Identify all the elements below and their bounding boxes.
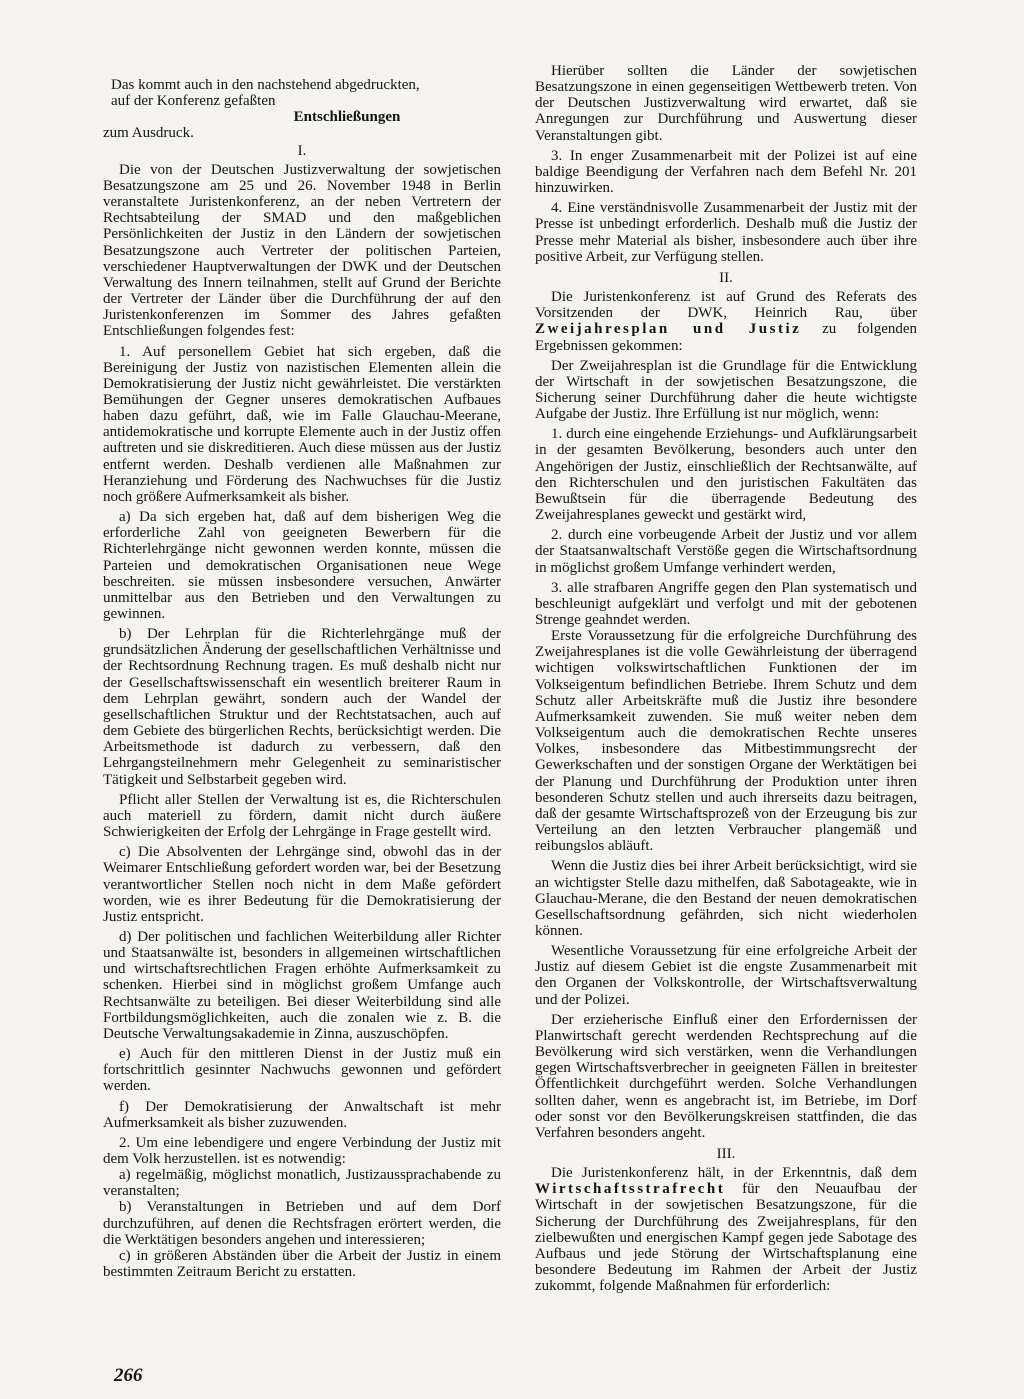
- paragraph: Hierüber sollten die Länder der sowjetischen Besatzungszone in einen gegenseitigen Wettbewerb treten. Von der Deutschen Justizverwaltung wird erwartet, daß sie Anregungen zur Durchführung und Auswertung dieser Veranstaltungen gibt.: [535, 63, 917, 144]
- paragraph-text: für den Neuaufbau der Wirtschaft in der sowjetischen Besatzungszone, für die Sicherung der Durchführung des Zweijahresplans, für den zielbewußten und energischen Kampf gegen jede Sabotage des Aufbaus und jede Störung der Wirtschaftsplanung eine besondere Bedeutung im Rahmen der Arbeit der Justiz zukommt, folgende Maßnahmen für erforderlich:: [535, 1181, 918, 1295]
- paragraph: Die von der Deutschen Justizverwaltung der sowjetischen Besatzungszone am 25 und 26. November 1948 in Berlin veranstaltete Juristenkonferenz, an der neben Vertretern der Rechtsabteilung der SMAD und den maßgeblichen Persönlichkeiten der Justiz in den Ländern der sowjetischen Besatzungszone auch Vertreter der politischen Parteien, verschiedener Hauptverwaltungen der DWK und der Deutschen Verwaltung des Innern teilnahmen, stellt auf Grund der Berichte der Vertreter der Länder über die Durchführung der auf den Juristenkonferenzen im Sommer des Jahres gefaßten Entschließungen folgendes fest:: [103, 161, 501, 340]
- intro-line: auf der Konferenz gefaßten: [111, 93, 276, 110]
- paragraph: a) Da sich ergeben hat, daß auf dem bisherigen Weg die erforderliche Zahl von geeigneten Bewerbern für die Richterlehrgänge nicht gewonnen werden konnte, müssen die Parteien und demokratischen Organisationen neue Wege beschreiten. sie müssen insbesondere versuchen, Anwärter unmittelbar aus den Betrieben und den Verwaltungen zu gewinnen.: [103, 509, 501, 622]
- intro-line: zum Ausdruck.: [103, 125, 194, 142]
- paragraph: 4. Eine verständnisvolle Zusammenarbeit der Justiz mit der Presse ist unbedingt erforderlich. Deshalb muß die Justiz der Presse mehr Material als bisher, insbesondere auch über ihre positive Arbeit, zur Verfügung stellen.: [535, 200, 917, 265]
- list-item: a) regelmäßig, möglichst monatlich, Justizaussprachabende zu veranstalten;: [103, 1167, 501, 1200]
- paragraph: 2. Um eine lebendigere und engere Verbindung der Justiz mit dem Volk herzustellen. ist es notwendig:: [103, 1134, 501, 1167]
- section-number-ii: II.: [719, 269, 733, 286]
- list-item: b) Veranstaltungen in Betrieben und auf dem Dorf durchzuführen, auf denen die Rechtsfragen erörtert werden, die die Werktätigen besonders angehen und interessieren;: [103, 1199, 501, 1248]
- paragraph: b) Der Lehrplan für die Richterlehrgänge muß der grundsätzlichen Änderung der gesellschaftlichen Verhältnisse und der Rechtsordnung Rechnung tragen. Es muß deshalb nicht nur der Gesellschaftswissenschaft ein wesentlich breiterer Raum in dem Lehrplan gewährt, sondern auch der Wandel der gesellschaftlichen Struktur und der Rechtstatsachen, auch auf dem Gebiete des bürgerlichen Rechts, berücksichtigt werden. Die Arbeitsmethode ist dadurch zu verbessern, daß den Lehrgangsteilnehmern mehr Gelegenheit zu seminaristischer Tätigkeit und Selbstarbeit gegeben wird.: [103, 626, 501, 788]
- paragraph: Der erzieherische Einfluß einer den Erfordernissen der Planwirtschaft gerecht werdenden Rechtsprechung auf die Bevölkerung wird sich verstärken, wenn die Verhandlungen gegen Wirtschaftsverbrecher in geeigneten Fällen in breitester Öffentlichkeit durchgeführt werden. Solche Verhandlungen sollten daher, wenn es angebracht ist, im Betriebe, im Dorf oder sonst vor den Bevölkerungskreisen stattfinden, die das Verfahren besonders angeht.: [535, 1011, 917, 1141]
- paragraph: Der Zweijahresplan ist die Grundlage für die Entwicklung der Wirtschaft in der sowjetischen Besatzungszone, die Sicherung seiner Durchführung daher die heute wichtigste Aufgabe der Justiz. Ihre Erfüllung ist nur möglich, wenn:: [535, 357, 917, 423]
- paragraph: e) Auch für den mittleren Dienst in der Justiz muß ein fortschrittlich gesinnter Nachwuchs gewonnen und gefördert werden.: [103, 1046, 501, 1095]
- paragraph: [535, 289, 917, 354]
- left-column: [103, 0, 501, 1280]
- paragraph: [535, 1165, 917, 1294]
- paragraph: d) Der politischen und fachlichen Weiterbildung aller Richter und Staatsanwälte ist, besonders in allgemeinen wirtschaftlichen und wirtschaftsrechtlichen Fragen erhöhte Aufmerksamkeit zu schenken. Hierbei sind in möglichst großem Umfange auch Rechtsanwälte zu beteiligen. Bei dieser Weiterbildung sind alle Fortbildungsmöglichkeiten, auch die zonalen wie z. B. die Deutsche Verwaltungsakademie in Zinna, auszuschöpfen.: [103, 928, 501, 1042]
- page-number: 266: [114, 1365, 143, 1386]
- paragraph-text: Die Juristenkonferenz hält, in der Erkenntnis, daß dem: [551, 1165, 917, 1182]
- paragraph: 1. Auf personellem Gebiet hat sich ergeben, daß die Bereinigung der Justiz von nazistischen Elementen allein die Demokratisierung der Justiz nicht gewährleistet. Die verstärkten Bemühungen der Gegner unseres demokratischen Aufbaues haben dazu geführt, daß, wie im Falle Glauchau-Meerane, antidemokratische und korrupte Elemente auch in der Justiz offen auftreten und sie diskreditieren. Auch diese müssen aus der Justiz entfernt werden. Deshalb verdienen alle Maßnahmen zur Heranziehung und Förderung des Nachwuchses für die Justiz noch größere Aufmerksamkeit als bisher.: [103, 343, 501, 505]
- resolutions-heading: Entschließungen: [293, 109, 401, 126]
- paragraph: c) Die Absolventen der Lehrgänge sind, obwohl das in der Weimarer Entschließung gefordert worden war, bei der Besetzung verantwortlicher Stellen noch nicht in dem Maße gefördert worden, wie es ihrer Bedeutung für die Demokratisierung der Justiz entspricht.: [103, 844, 501, 925]
- paragraph: Pflicht aller Stellen der Verwaltung ist es, die Richterschulen auch materiell zu fördern, damit nicht durch äußere Schwierigkeiten der Erfolg der Lehrgänge in Frage gestellt wird.: [103, 791, 501, 841]
- list-item: 2. durch eine vorbeugende Arbeit der Justiz und vor allem der Staatsanwaltschaft Verstöße gegen die Wirtschaftsordnung in möglichst großem Umfange verhindert werden,: [535, 527, 917, 576]
- intro-line: Das kommt auch in den nachstehend abgedruckten,: [111, 77, 420, 93]
- paragraph: Wenn die Justiz dies bei ihrer Arbeit berücksichtigt, wird sie an wichtigster Stelle dazu mithelfen, daß Sabotageakte, wie in Glauchau-Merane, die den Bestand der neuen demokratischen Gesellschaftsordnung gefährden, sich nicht wiederholen können.: [535, 858, 917, 939]
- paragraph: f) Der Demokratisierung der Anwaltschaft ist mehr Aufmerksamkeit als bisher zuzuwenden.: [103, 1098, 501, 1131]
- list-item: 3. alle strafbaren Angriffe gegen den Plan systematisch und beschleunigt aufgeklärt und verfolgt und mit der gebotenen Strenge geahndet werden.: [535, 579, 917, 628]
- section-number-iii: III.: [716, 1146, 736, 1162]
- emphasized-term: Wirtschaftsstrafrecht: [535, 1181, 726, 1198]
- paragraph: 3. In enger Zusammenarbeit mit der Polizei ist auf eine baldige Beendigung der Verfahren nach dem Befehl Nr. 201 hinzuwirken.: [535, 147, 917, 197]
- paragraph-text: zu folgenden Ergebnissen gekommen:: [535, 321, 918, 354]
- list-item: 1. durch eine eingehende Erziehungs- und Aufklärungsarbeit in der gesamten Bevölkerung, besonders auch unter den Angehörigen der Justiz, einschließlich der Rechtsanwälte, auf den Richterschulen und den juristischen Fakultäten das Bewußtsein für die überragende Bedeutung des Zweijahresplanes geweckt und gestärkt wird,: [535, 426, 917, 524]
- list-item: c) in größeren Abständen über die Arbeit der Justiz in einem bestimmten Zeitraum Bericht zu erstatten.: [103, 1247, 501, 1281]
- paragraph-text: Die Juristenkonferenz ist auf Grund des Referats des Vorsitzenden der DWK, Heinrich Rau, über: [535, 289, 917, 322]
- section-number-i: I.: [297, 142, 307, 159]
- paragraph: Wesentliche Voraussetzung für eine erfolgreiche Arbeit der Justiz auf diesem Gebiet ist die engste Zusammenarbeit mit den Organen der Volkskontrolle, der Wirtschaftsverwaltung und der Polizei.: [535, 943, 917, 1008]
- paragraph: Erste Voraussetzung für die erfolgreiche Durchführung des Zweijahresplanes ist die volle Gewährleistung der überragend wichtigen volkswirtschaftlichen Funktionen der im Volkseigentum befindlichen Betriebe. Ihrem Schutz und dem Schutz aller Arbeitskräfte muß die Justiz ihre besondere Aufmerksamkeit zuwenden. Sie muß weiter neben dem Volkseigentum auch die demokratischen Rechte unseres Volkes, insbesondere das Mitbestimmungsrecht der Gewerkschaften und der sonstigen Organe der Werktätigen bei der Planung und Durchführung der Produktion unter ihren besonderen Schutz stellen und auch ihrerseits dazu beitragen, daß der gesamte Wirtschaftsprozeß von der Erzeugung bis zur Verteilung an den letzten Verbraucher plangemäß und reibungslos abläuft.: [535, 628, 917, 855]
- right-column: [535, 0, 917, 1294]
- emphasized-title: Zweijahresplan und Justiz: [535, 321, 802, 338]
